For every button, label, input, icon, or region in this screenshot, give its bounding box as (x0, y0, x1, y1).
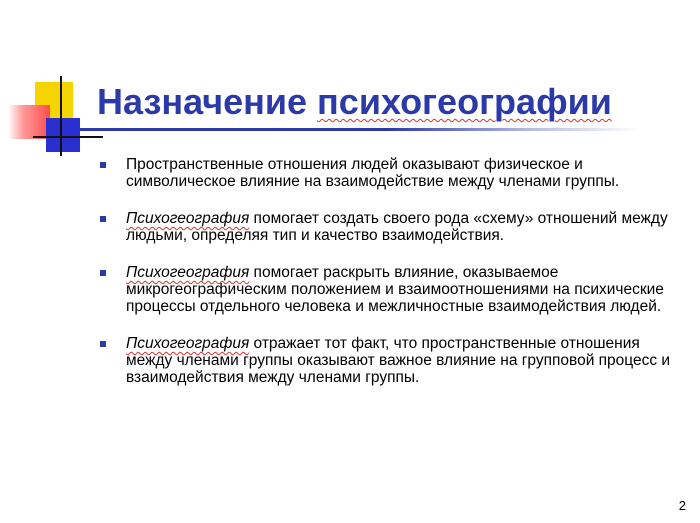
bullet-square-icon (100, 341, 106, 347)
bullet-square-icon (100, 270, 106, 276)
logo-red-square (8, 105, 50, 139)
bullet-list (100, 156, 680, 406)
bullet-text: помогает раскрыть влияние, оказываемое микрогеографическим положением и взаимоотношениями на психические процессы отдельного человека и межличностные взаимодействия людей. (126, 264, 664, 315)
bullet-term: Психогеография (126, 264, 250, 281)
bullet-item-4 (100, 335, 680, 386)
bullet-item-1 (100, 156, 680, 190)
title-underline-rule (80, 128, 640, 131)
bullet-text: помогает создать своего рода «схему» отношений между людьми, определяя тип и качество взаимодействия. (126, 210, 668, 244)
bullet-term: Психогеография (126, 210, 250, 227)
bullet-item-3 (100, 264, 680, 315)
bullet-text: Пространственные отношения людей оказывают физическое и символическое влияние на взаимодействие между членами группы. (126, 156, 620, 190)
bullet-item-2 (100, 210, 680, 244)
bullet-square-icon (100, 216, 106, 222)
logo-blue-square (46, 118, 80, 152)
slide-title-prefix: Назначение (97, 81, 318, 122)
bullet-square-icon (100, 162, 106, 168)
bullet-term: Психогеография (126, 335, 250, 352)
slide-title (97, 80, 612, 124)
logo-vertical-line (60, 76, 62, 156)
slide-title-term: психогеографии (317, 81, 612, 122)
slide-number: 2 (678, 498, 686, 513)
bullet-text: отражает тот факт, что пространственные отношения между членами группы оказывают важное влияние на групповой процесс и взаимодействия между членами группы. (126, 335, 671, 386)
logo-horizontal-line (33, 136, 103, 138)
decorative-logo (0, 0, 100, 170)
